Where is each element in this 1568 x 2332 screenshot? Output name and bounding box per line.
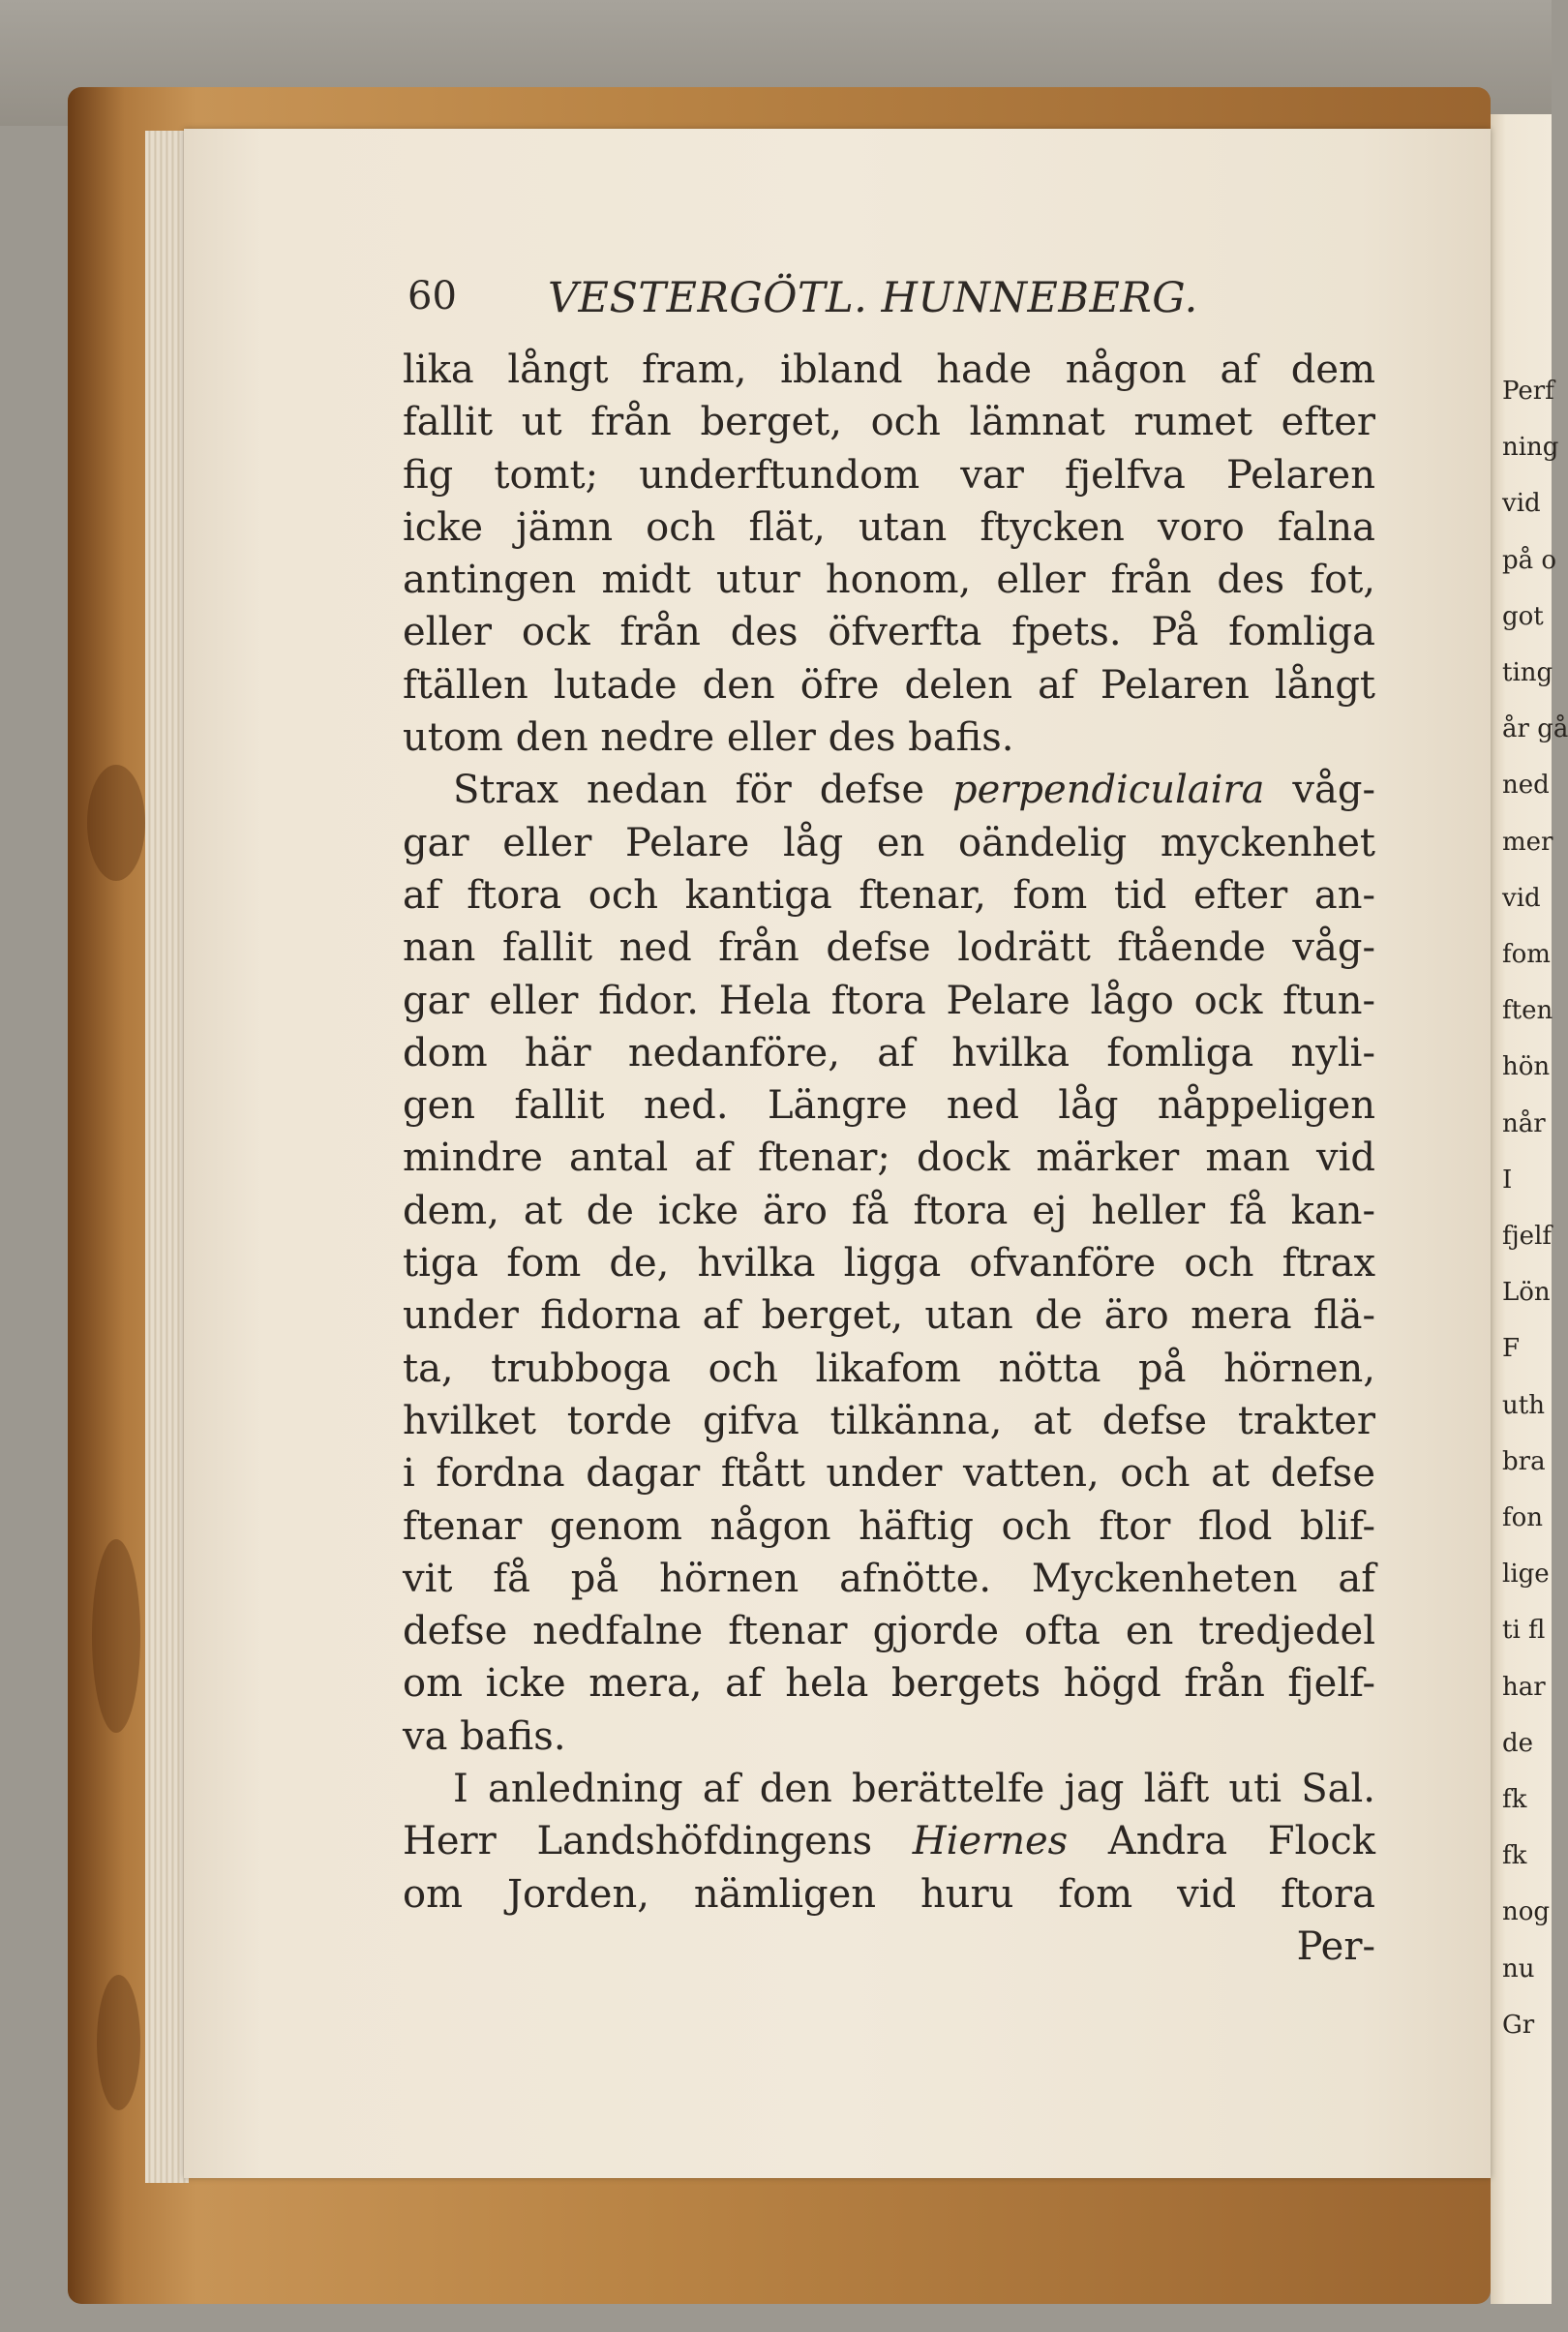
text-line: I anledning af den berättelfe jag läft uti Sal. <box>453 1767 1375 1812</box>
text-line: nan fallit ned från defse lodrätt ftående våg- <box>403 925 1375 971</box>
italic-term: perpendiculaira <box>952 768 1265 813</box>
facing-page-fragment: ned <box>1502 771 1550 801</box>
text-segment: våg- <box>1264 768 1376 813</box>
text-line: fig tomt; underftundom var fjelfva Pelaren <box>403 452 1375 498</box>
text-line: lika långt fram, ibland hade någon af dem <box>403 348 1375 392</box>
facing-page-fragment: har <box>1502 1672 1546 1702</box>
text-segment: Herr Landshöfdingens <box>403 1819 913 1864</box>
facing-page-fragment: fom <box>1502 940 1551 970</box>
text-line: gar eller fidor. Hela ftora Pelare lågo ock ftun- <box>403 978 1375 1023</box>
facing-page-fragment: fon <box>1502 1503 1544 1533</box>
text-line: dom här nedanföre, af hvilka fomliga nyli- <box>403 1030 1375 1075</box>
text-line: ta, trubboga och likafom nötta på hörnen, <box>403 1346 1375 1391</box>
facing-page-text <box>1502 363 1568 2053</box>
facing-page-fragment: vid <box>1502 883 1541 913</box>
text-segment: Strax nedan för defse <box>453 768 953 813</box>
facing-page-fragment: hön <box>1502 1052 1551 1082</box>
facing-page-fragment: fk <box>1502 1785 1527 1815</box>
text-line: hvilket torde gifva tilkänna, at defse trakter <box>403 1398 1375 1443</box>
body-text <box>403 344 1375 1973</box>
facing-page-fragment: mer <box>1502 827 1553 857</box>
text-line: om Jorden, nämligen huru fom vid ftora <box>403 1871 1375 1917</box>
italic-term: Hiernes <box>912 1819 1069 1864</box>
facing-page-fragment: F <box>1502 1334 1521 1364</box>
facing-page-fragment: Gr <box>1502 2010 1535 2040</box>
facing-page-fragment: vid <box>1502 489 1541 519</box>
text-line: om icke mera, af hela bergets högd från fjelf- <box>403 1661 1375 1707</box>
facing-page-fragment: fk <box>1502 1841 1527 1871</box>
facing-page-fragment: nu <box>1502 1953 1535 1984</box>
text-line: vit få på hörnen afnötte. Myckenheten af <box>403 1556 1375 1601</box>
text-segment: Andra Flock <box>1068 1819 1376 1864</box>
text-line: defse nedfalne ftenar gjorde ofta en tredjedel <box>403 1609 1375 1654</box>
text-line <box>403 1815 1375 1867</box>
facing-page-fragment: de <box>1502 1728 1534 1758</box>
text-line: ftenar genom någon häftig och ftor flod blif- <box>403 1503 1375 1549</box>
facing-page-fragment: nog <box>1502 1897 1551 1927</box>
text-line: dem, at de icke äro få ftora ej heller få kan- <box>403 1188 1375 1233</box>
text-line: gar eller Pelare låg en oändelig myckenhet <box>403 820 1375 865</box>
text-line: icke jämn och flät, utan ftycken voro falna <box>403 504 1375 550</box>
text-line: under fidorna af berget, utan de äro mera flä- <box>403 1293 1375 1339</box>
text-line: gen fallit ned. Längre ned låg nåppeligen <box>403 1083 1375 1129</box>
facing-page-fragment: fjelf <box>1502 1222 1553 1252</box>
facing-page-fragment: ning <box>1502 433 1559 463</box>
text-line <box>403 764 1375 816</box>
facing-page-fragment: år gå <box>1502 714 1568 744</box>
facing-page-fragment: ften <box>1502 996 1553 1026</box>
cover-stain <box>92 1539 140 1733</box>
facing-page-fragment: uth <box>1502 1390 1545 1420</box>
facing-page-fragment: Lön <box>1502 1278 1551 1308</box>
text-line: utom den nedre eller des bafis. <box>403 715 1014 761</box>
text-line: mindre antal af ftenar; dock märker man vid <box>403 1136 1375 1181</box>
running-title: VESTERGÖTL. HUNNEBERG. <box>548 274 1198 322</box>
text-line: i fordna dagar ftått under vatten, och at defse <box>403 1451 1375 1497</box>
text-line: tiga fom de, hvilka ligga ofvanföre och ftrax <box>403 1241 1375 1287</box>
text-line: antingen midt utur honom, eller från des fot, <box>403 558 1375 603</box>
facing-page-fragment: lige <box>1502 1560 1550 1590</box>
facing-page-fragment: I <box>1502 1165 1513 1195</box>
facing-page-fragment: når <box>1502 1108 1546 1138</box>
cover-stain <box>97 1975 140 2110</box>
facing-page-fragment: got <box>1502 601 1544 631</box>
text-line: eller ock från des öfverfta fpets. På fomliga <box>403 610 1375 655</box>
text-line: ftällen lutade den öfre delen af Pelaren långt <box>403 662 1375 708</box>
facing-page-fragment: Perf <box>1502 377 1554 406</box>
text-line: fallit ut från berget, och lämnat rumet efter <box>403 400 1375 445</box>
cover-stain <box>87 765 145 881</box>
facing-page-fragment: bra <box>1502 1446 1546 1476</box>
facing-page-fragment: ti fl <box>1502 1616 1546 1646</box>
text-line: af ftora och kantiga ftenar, fom tid efter an- <box>403 872 1375 918</box>
page-number: 60 <box>407 274 457 318</box>
text-line: va bafis. <box>403 1713 566 1759</box>
catchword: Per- <box>1296 1923 1375 1969</box>
page-edges <box>145 131 189 2183</box>
facing-page-fragment: ting <box>1502 658 1553 688</box>
facing-page-fragment: på o <box>1502 545 1557 575</box>
